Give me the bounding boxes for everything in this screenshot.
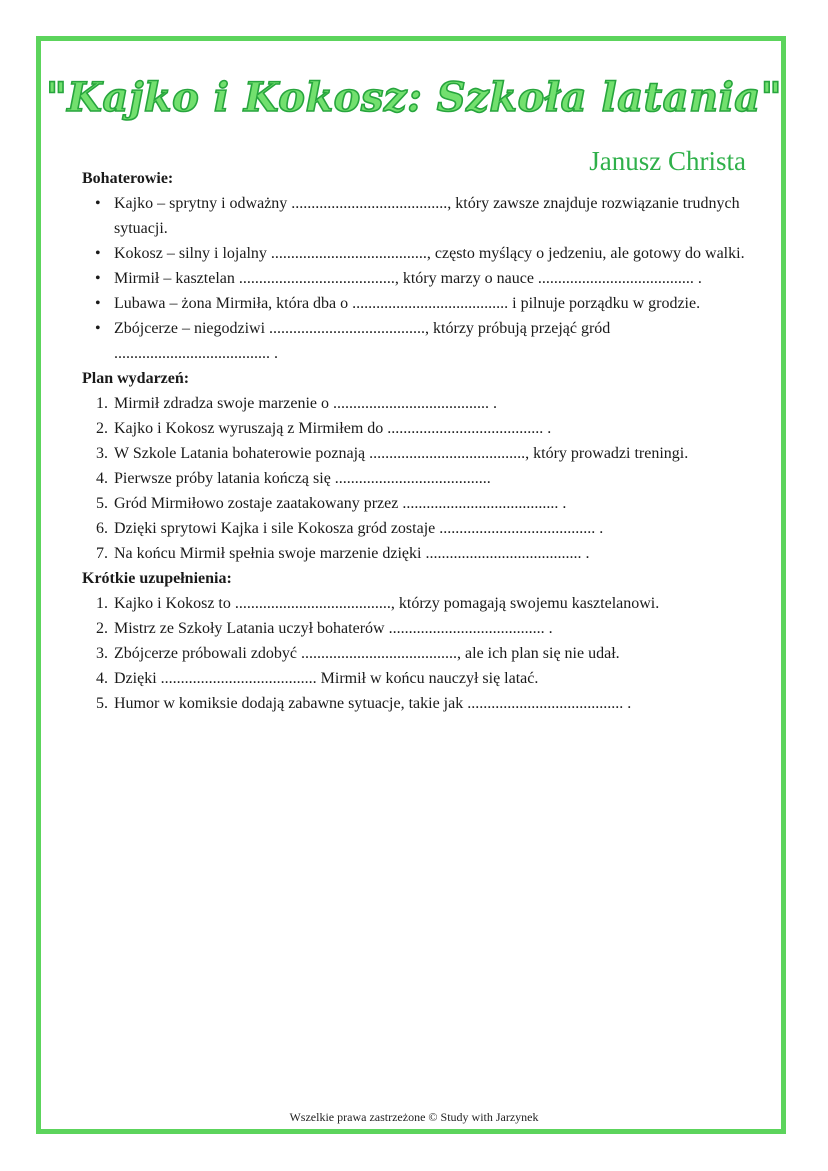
list-item — [82, 516, 750, 541]
bullet-icon: • — [95, 295, 101, 312]
list-item — [82, 241, 750, 266]
list-item — [82, 541, 750, 566]
section-heading-plan: Plan wydarzeń: — [82, 370, 190, 387]
list-item-text: Mirmił zdradza swoje marzenie o ....................................... . — [114, 395, 498, 412]
item-number: 3. — [96, 445, 108, 462]
plan-list — [82, 391, 750, 566]
list-item — [82, 391, 750, 416]
item-number: 2. — [96, 420, 108, 437]
item-number: 1. — [96, 395, 108, 412]
characters-list — [82, 191, 750, 366]
list-item-text: Kajko i Kokosz wyruszają z Mirmiłem do ....................................... . — [114, 420, 552, 437]
bullet-icon: • — [95, 245, 101, 262]
item-number: 1. — [96, 595, 108, 612]
list-item — [82, 191, 750, 241]
list-item — [82, 591, 750, 616]
item-number: 6. — [96, 520, 108, 537]
list-item — [82, 441, 750, 466]
item-number: 2. — [96, 620, 108, 637]
worksheet-content — [82, 166, 750, 716]
item-number: 3. — [96, 645, 108, 662]
item-number: 5. — [96, 695, 108, 712]
section-heading-characters: Bohaterowie: — [82, 170, 174, 187]
list-item-text: Kajko i Kokosz to ......................................., którzy pomagają swojemu kasztelanowi. — [114, 595, 660, 612]
list-item-text: Dzięki sprytowi Kajka i sile Kokosza gród zostaje ....................................... . — [114, 520, 604, 537]
list-item-text: Mistrz ze Szkoły Latania uczył bohaterów ....................................... . — [114, 620, 553, 637]
list-item-text: Lubawa – żona Mirmiła, która dba o ....................................... i pilnuje porządku w grodzie. — [114, 295, 701, 312]
list-item-text: Zbójcerze – niegodziwi ......................................., którzy próbują przejąć gród ....................................... . — [114, 320, 611, 362]
author-name: Janusz Christa — [589, 146, 746, 176]
list-item-text: Na końcu Mirmił spełnia swoje marzenie dzięki ....................................... . — [114, 545, 590, 562]
bullet-icon: • — [95, 320, 101, 337]
item-number: 4. — [96, 670, 108, 687]
list-item-text: Humor w komiksie dodają zabawne sytuacje, takie jak ....................................... . — [114, 695, 632, 712]
list-item — [82, 291, 750, 316]
list-item — [82, 691, 750, 716]
list-item-text: Kajko – sprytny i odważny ......................................., który zawsze znajduje rozwiązanie trudnych sytuacji. — [114, 195, 740, 237]
list-item-text: Gród Mirmiłowo zostaje zaatakowany przez ....................................... . — [114, 495, 567, 512]
item-number: 7. — [96, 545, 108, 562]
list-item-text: Pierwsze próby latania kończą się ....................................... — [114, 470, 491, 487]
list-item — [82, 466, 750, 491]
bullet-icon: • — [95, 270, 101, 287]
worksheet-title: "Kajko i Kokosz: Szkoła latania" — [45, 74, 783, 121]
list-item-text: Mirmił – kasztelan ......................................., który marzy o nauce ....................................... . — [114, 270, 702, 287]
copyright-footer: Wszelkie prawa zastrzeżone © Study with Jarzynek — [289, 1110, 539, 1124]
list-item — [82, 266, 750, 291]
list-item — [82, 666, 750, 691]
list-item — [82, 416, 750, 441]
list-item — [82, 641, 750, 666]
list-item-text: Dzięki ....................................... Mirmił w końcu nauczył się latać. — [114, 670, 539, 687]
list-item — [82, 491, 750, 516]
item-number: 4. — [96, 470, 108, 487]
list-item — [82, 316, 750, 366]
list-item — [82, 616, 750, 641]
fill-list — [82, 591, 750, 716]
list-item-text: Zbójcerze próbowali zdobyć ......................................., ale ich plan się nie udał. — [114, 645, 620, 662]
bullet-icon: • — [95, 195, 101, 212]
list-item-text: Kokosz – silny i lojalny ......................................., często myślący o jedzeniu, ale gotowy do walki. — [114, 245, 745, 262]
list-item-text: W Szkole Latania bohaterowie poznają ......................................., który prowadzi treningi. — [114, 445, 689, 462]
section-heading-fill: Krótkie uzupełnienia: — [82, 570, 232, 587]
item-number: 5. — [96, 495, 108, 512]
